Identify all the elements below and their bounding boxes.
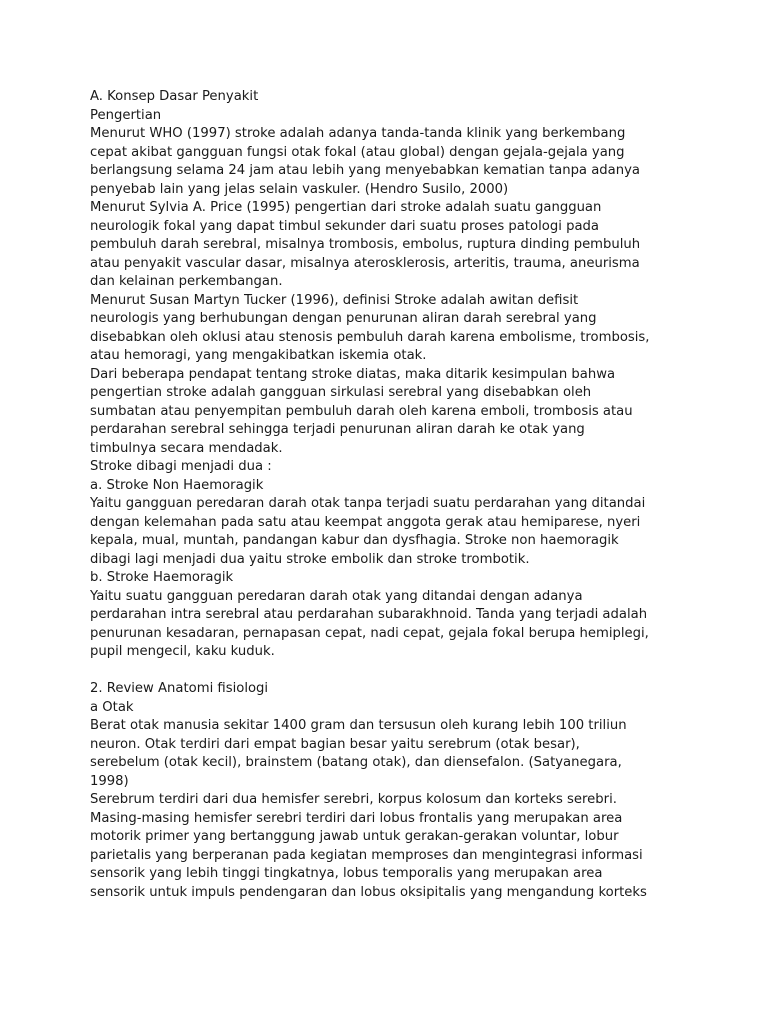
text-line: Menurut WHO (1997) stroke adalah adanya tanda-tanda klinik yang berkembang xyxy=(90,126,626,141)
text-line: Serebrum terdiri dari dua hemisfer serebri, korpus kolosum dan korteks serebri. xyxy=(90,792,617,807)
text-line: neurologik fokal yang dapat timbul sekunder dari suatu proses patologi pada xyxy=(90,218,599,234)
text-line: Menurut Sylvia A. Price (1995) pengertian dari stroke adalah suatu gangguan xyxy=(90,200,602,215)
text-line: serebelum (otak kecil), brainstem (batang otak), dan diensefalon. (Satyanegara, xyxy=(90,755,622,770)
subheading-pengertian: Pengertian xyxy=(90,107,162,123)
text-line: perdarahan serebral sehingga terjadi penurunan aliran darah ke otak yang xyxy=(90,422,585,437)
text-line: Stroke dibagi menjadi dua : xyxy=(90,459,272,474)
text-line: dan kelainan perkembangan. xyxy=(90,274,283,289)
text-line: sensorik untuk impuls pendengaran dan lobus oksipitalis yang mengandung korteks xyxy=(90,884,647,900)
text-line: perdarahan intra serebral atau perdarahan subarakhnoid. Tanda yang terjadi adalah xyxy=(90,607,648,622)
text-line: disebabkan oleh oklusi atau stenosis pembuluh darah karena embolisme, trombosis, xyxy=(90,329,650,345)
text-line: Berat otak manusia sekitar 1400 gram dan tersusun oleh kurang lebih 100 triliun xyxy=(90,718,627,733)
text-line: penyebab lain yang jelas selain vaskuler. (Hendro Susilo, 2000) xyxy=(90,181,509,197)
text-line: dibagi lagi menjadi dua yaitu stroke embolik dan stroke trombotik. xyxy=(90,551,530,567)
text-line: parietalis yang berperanan pada kegiatan memproses dan mengintegrasi informasi xyxy=(90,847,643,863)
text-line: Yaitu gangguan peredaran darah otak tanpa terjadi suatu perdarahan yang ditandai xyxy=(90,496,646,511)
text-line: neuron. Otak terdiri dari empat bagian besar yaitu serebrum (otak besar), xyxy=(90,736,580,752)
text-line: motorik primer yang bertanggung jawab untuk gerakan-gerakan voluntar, lobur xyxy=(90,829,619,844)
text-line: pupil mengecil, kaku kuduk. xyxy=(90,644,275,659)
text-line: Yaitu suatu gangguan peredaran darah otak yang ditandai dengan adanya xyxy=(90,588,583,604)
text-line: atau penyakit vascular dasar, misalnya aterosklerosis, arteritis, trauma, aneurisma xyxy=(90,255,640,271)
text-line: pembuluh darah serebral, misalnya trombosis, embolus, ruptura dinding pembuluh xyxy=(90,237,641,252)
subheading-stroke-non-haemoragik: a. Stroke Non Haemoragik xyxy=(90,477,264,493)
text-line: neurologis yang berhubungan dengan penurunan aliran darah serebral yang xyxy=(90,311,597,326)
text-line: timbulnya secara mendadak. xyxy=(90,440,283,456)
text-line: kepala, mual, muntah, pandangan kabur dan dysfhagia. Stroke non haemoragik xyxy=(90,533,619,548)
text-line: Menurut Susan Martyn Tucker (1996), definisi Stroke adalah awitan defisit xyxy=(90,292,579,308)
text-line: atau hemoragi, yang mengakibatkan iskemia otak. xyxy=(90,348,427,363)
section-heading-review-anatomi: 2. Review Anatomi fisiologi xyxy=(90,681,269,696)
text-line: berlangsung selama 24 jam atau lebih yang menyebabkan kematian tanpa adanya xyxy=(90,163,640,178)
document-body xyxy=(90,88,690,902)
text-line: 1998) xyxy=(90,773,129,789)
text-line: sumbatan atau penyempitan pembuluh darah oleh karena emboli, trombosis atau xyxy=(90,403,633,419)
text-line: cepat akibat gangguan fungsi otak fokal (atau global) dengan gejala-gejala yang xyxy=(90,144,625,160)
paragraph-spacer xyxy=(90,662,690,681)
text-line: Dari beberapa pendapat tentang stroke diatas, maka ditarik kesimpulan bahwa xyxy=(90,366,616,382)
text-line: Masing-masing hemisfer serebri terdiri dari lobus frontalis yang merupakan area xyxy=(90,810,623,826)
text-line: sensorik yang lebih tinggi tingkatnya, lobus temporalis yang merupakan area xyxy=(90,866,603,881)
text-line: dengan kelemahan pada satu atau keempat anggota gerak atau hemiparese, nyeri xyxy=(90,514,641,530)
text-line: pengertian stroke adalah gangguan sirkulasi serebral yang disebabkan oleh xyxy=(90,385,592,400)
subheading-otak: a Otak xyxy=(90,699,134,715)
subheading-stroke-haemoragik: b. Stroke Haemoragik xyxy=(90,570,234,585)
section-heading-konsep-dasar: A. Konsep Dasar Penyakit xyxy=(90,89,259,104)
text-line: penurunan kesadaran, pernapasan cepat, nadi cepat, gejala fokal berupa hemiplegi, xyxy=(90,625,649,641)
